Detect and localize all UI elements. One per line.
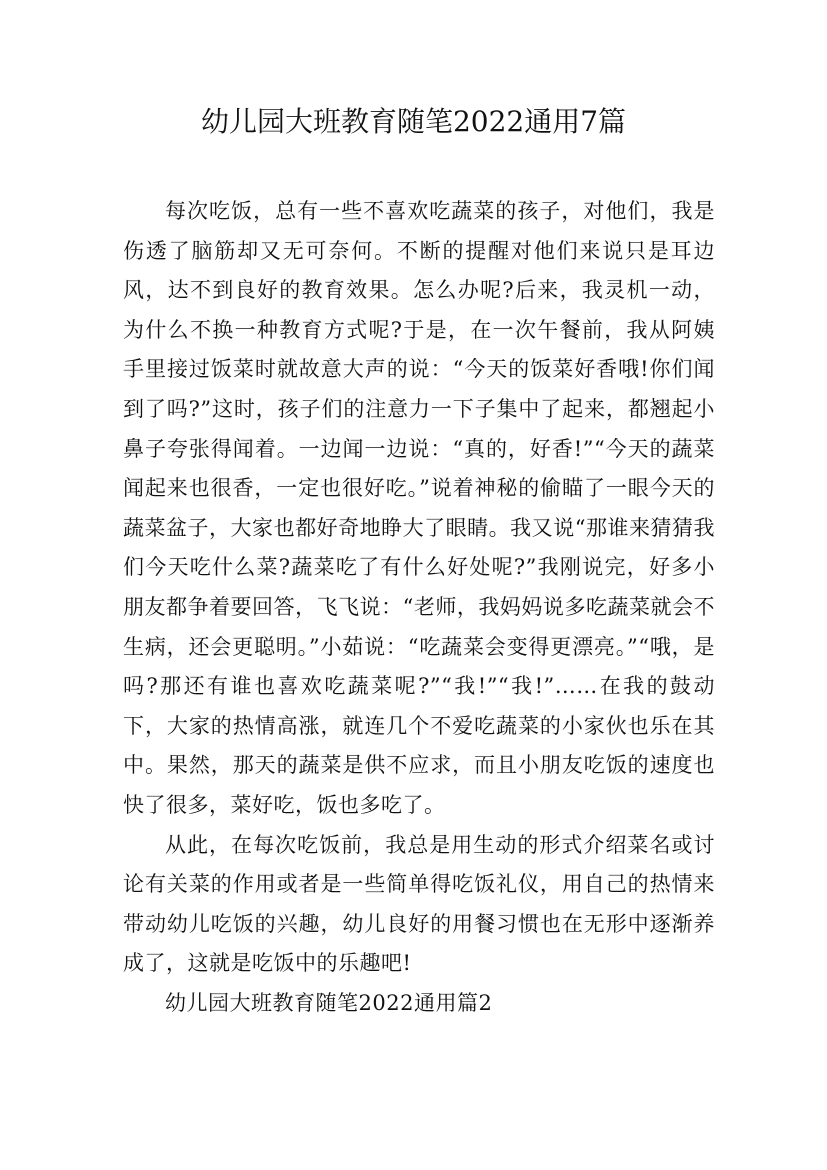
document-title: 幼儿园大班教育随笔2022通用7篇 (200, 105, 627, 138)
document-body (123, 192, 715, 1023)
section-heading: 幼儿园大班教育随笔2022通用篇2 (165, 990, 493, 1015)
paragraph-2: 从此，在每次吃饭前，我总是用生动的形式介绍菜名或讨论有关菜的作用或者是一些简单得吃饭礼仪，用自己的热情来带动幼儿吃饭的兴趣，幼儿良好的用餐习惯也在无形中逐渐养成了，这就是吃饭中的乐趣吧! (123, 832, 715, 976)
paragraph-1: 每次吃饭，总有一些不喜欢吃蔬菜的孩子，对他们，我是伤透了脑筋却又无可奈何。不断的提醒对他们来说只是耳边风，达不到良好的教育效果。怎么办呢?后来，我灵机一动，为什么不换一种教育方式呢?于是，在一次午餐前，我从阿姨手里接过饭菜时就故意大声的说：“今天的饭菜好香哦!你们闻到了吗?”这时，孩子们的注意力一下子集中了起来，都翘起小鼻子夸张得闻着。一边闻一边说：“真的，好香!”“今天的蔬菜闻起来也很香，一定也很好吃。”说着神秘的偷瞄了一眼今天的蔬菜盆子，大家也都好奇地睁大了眼睛。我又说“那谁来猜猜我们今天吃什么菜?蔬菜吃了有什么好处呢?”我刚说完，好多小朋友都争着要回答，飞飞说：“老师，我妈妈说多吃蔬菜就会不生病，还会更聪明。”小茹说：“吃蔬菜会变得更漂亮。”“哦，是吗?那还有谁也喜欢吃蔬菜呢?”“我!”“我!”……在我的鼓动下，大家的热情高涨，就连几个不爱吃蔬菜的小家伙也乐在其中。果然，那天的蔬菜是供不应求，而且小朋友吃饭的速度也快了很多，菜好吃，饭也多吃了。 (123, 199, 715, 817)
